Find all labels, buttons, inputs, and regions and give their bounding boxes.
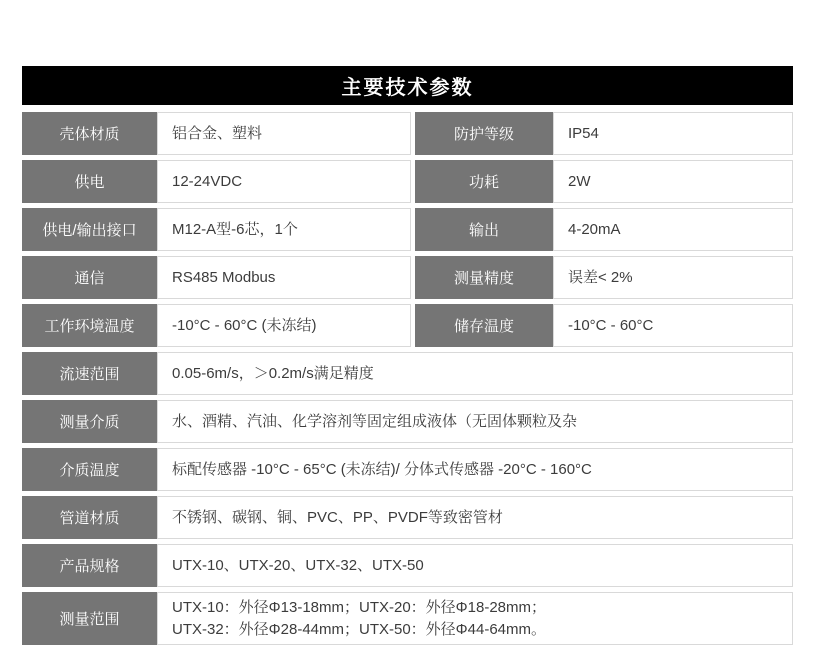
spec-value: -10°C - 60°C (未冻结) (157, 304, 411, 347)
spec-value (157, 400, 793, 443)
table-title: 主要技术参数 (22, 66, 793, 105)
spec-label: 流速范围 (22, 352, 157, 395)
paired-rows (22, 112, 793, 347)
spec-row-full (22, 448, 793, 491)
spec-value-line: 水、酒精、汽油、化学溶剂等固定组成液体（无固体颗粒及杂 (172, 412, 578, 430)
spec-value-line: UTX-10、UTX-20、UTX-32、UTX-50 (172, 556, 424, 574)
spec-row-full (22, 400, 793, 443)
spec-value: M12-A型-6芯，1个 (157, 208, 411, 251)
spec-row-full (22, 352, 793, 395)
spec-label: 产品规格 (22, 544, 157, 587)
spec-label: 测量介质 (22, 400, 157, 443)
spec-value: 铝合金、塑料 (157, 112, 411, 155)
spec-value: 误差< 2% (553, 256, 793, 299)
spec-row-full (22, 544, 793, 587)
spec-row-paired (22, 304, 793, 347)
spec-row-paired (22, 208, 793, 251)
spec-row-paired (22, 160, 793, 203)
spec-value-line: UTX-10：外径Φ13-18mm；UTX-20：外径Φ18-28mm； (172, 598, 547, 616)
spec-label: 供电/输出接口 (22, 208, 157, 251)
spec-label: 壳体材质 (22, 112, 157, 155)
spec-row-paired (22, 112, 793, 155)
spec-label: 工作环境温度 (22, 304, 157, 347)
spec-value: 12-24VDC (157, 160, 411, 203)
spec-label: 通信 (22, 256, 157, 299)
spec-value: 4-20mA (553, 208, 793, 251)
spec-label: 输出 (415, 208, 553, 251)
spec-value-line: UTX-32：外径Φ28-44mm；UTX-50：外径Φ44-64mm。 (172, 620, 547, 638)
spec-label: 功耗 (415, 160, 553, 203)
spec-label: 管道材质 (22, 496, 157, 539)
spec-value: -10°C - 60°C (553, 304, 793, 347)
spec-value-line: 标配传感器 -10°C - 65°C (未冻结)/ 分体式传感器 -20°C - 160°C (172, 460, 592, 478)
spec-label: 介质温度 (22, 448, 157, 491)
spec-value-line: 不锈钢、碳钢、铜、PVC、PP、PVDF等致密管材 (172, 508, 503, 526)
spec-value (157, 592, 793, 645)
spec-label: 供电 (22, 160, 157, 203)
spec-value (157, 496, 793, 539)
spec-label: 储存温度 (415, 304, 553, 347)
spec-value (157, 448, 793, 491)
spec-value: IP54 (553, 112, 793, 155)
spec-table (22, 66, 793, 650)
spec-row-paired (22, 256, 793, 299)
spec-value: RS485 Modbus (157, 256, 411, 299)
spec-value (157, 352, 793, 395)
spec-value: 2W (553, 160, 793, 203)
spec-row-full (22, 592, 793, 645)
spec-label: 测量精度 (415, 256, 553, 299)
spec-row-full (22, 496, 793, 539)
spec-value-line: 0.05-6m/s，＞0.2m/s满足精度 (172, 364, 374, 382)
spec-value (157, 544, 793, 587)
spec-label: 防护等级 (415, 112, 553, 155)
full-rows (22, 352, 793, 645)
spec-label: 测量范围 (22, 592, 157, 645)
